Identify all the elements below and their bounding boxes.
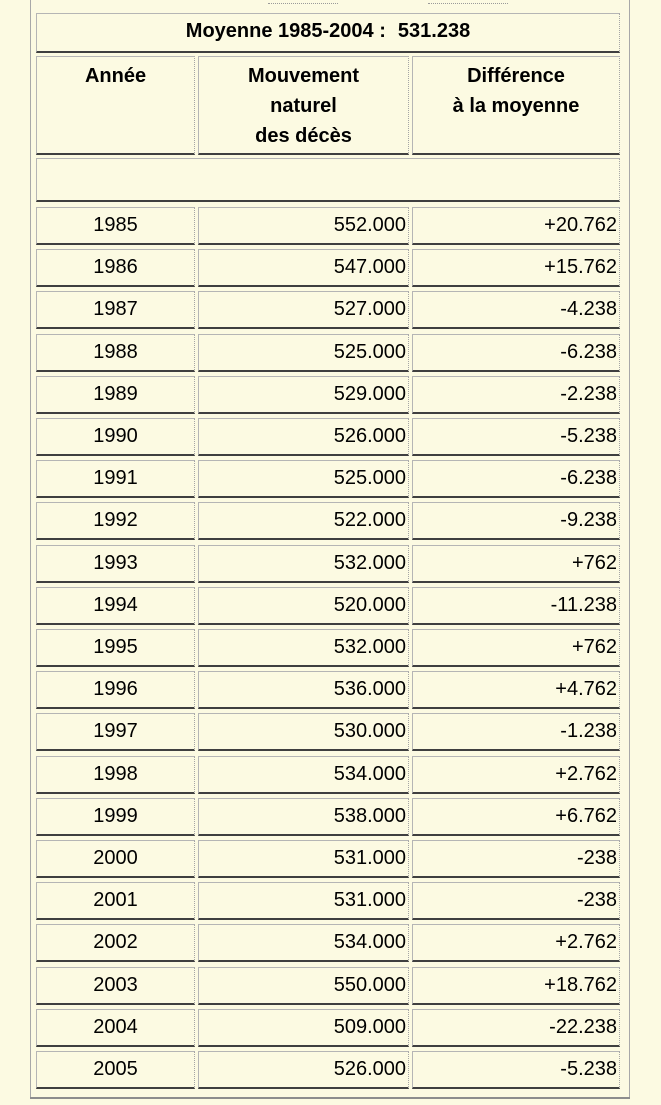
difference-cell[interactable]: -5.238 <box>412 418 620 456</box>
difference-cell[interactable]: -9.238 <box>412 502 620 540</box>
year-cell[interactable]: 1994 <box>36 587 195 625</box>
deaths-cell[interactable]: 534.000 <box>198 924 409 962</box>
deaths-cell[interactable]: 525.000 <box>198 460 409 498</box>
year-cell[interactable]: 1985 <box>36 207 195 245</box>
year-cell[interactable]: 1998 <box>36 756 195 794</box>
deaths-cell[interactable]: 536.000 <box>198 671 409 709</box>
year-cell[interactable]: 1991 <box>36 460 195 498</box>
year-cell[interactable]: 2000 <box>36 840 195 878</box>
difference-cell[interactable]: +762 <box>412 545 620 583</box>
header-year-label: Année <box>84 65 147 87</box>
sheet-bottom-edge <box>30 1097 630 1099</box>
year-cell[interactable]: 2004 <box>36 1009 195 1047</box>
deaths-cell[interactable]: 534.000 <box>198 756 409 794</box>
year-cell[interactable]: 1990 <box>36 418 195 456</box>
year-cell[interactable]: 2001 <box>36 882 195 920</box>
deaths-cell[interactable]: 509.000 <box>198 1009 409 1047</box>
difference-cell[interactable]: +15.762 <box>412 249 620 287</box>
deaths-cell[interactable]: 522.000 <box>198 502 409 540</box>
deaths-cell[interactable]: 526.000 <box>198 418 409 456</box>
header-deaths-line3: des décès <box>255 125 352 147</box>
header-diff-line1: Différence <box>467 65 565 87</box>
deaths-cell[interactable]: 520.000 <box>198 587 409 625</box>
deaths-cell[interactable]: 526.000 <box>198 1051 409 1089</box>
deaths-cell[interactable]: 527.000 <box>198 291 409 329</box>
difference-cell[interactable]: -238 <box>412 840 620 878</box>
header-year[interactable] <box>36 56 195 155</box>
difference-cell[interactable]: +4.762 <box>412 671 620 709</box>
deaths-cell[interactable]: 547.000 <box>198 249 409 287</box>
year-cell[interactable]: 1989 <box>36 376 195 414</box>
header-deaths-line1: Mouvement <box>247 65 360 87</box>
deaths-cell[interactable]: 531.000 <box>198 840 409 878</box>
selection-marker-dots <box>268 3 338 4</box>
average-value: 531.238 <box>397 20 471 42</box>
deaths-cell[interactable]: 531.000 <box>198 882 409 920</box>
year-cell[interactable]: 1986 <box>36 249 195 287</box>
difference-cell[interactable]: +762 <box>412 629 620 667</box>
average-label: Moyenne 1985-2004 : <box>185 20 386 42</box>
year-cell[interactable]: 1997 <box>36 713 195 751</box>
difference-cell[interactable]: -1.238 <box>412 713 620 751</box>
header-deaths[interactable] <box>198 56 409 155</box>
difference-cell[interactable]: -22.238 <box>412 1009 620 1047</box>
year-cell[interactable]: 1999 <box>36 798 195 836</box>
deaths-cell[interactable]: 530.000 <box>198 713 409 751</box>
difference-cell[interactable]: -6.238 <box>412 334 620 372</box>
difference-cell[interactable]: -2.238 <box>412 376 620 414</box>
deaths-cell[interactable]: 532.000 <box>198 545 409 583</box>
difference-cell[interactable]: -238 <box>412 882 620 920</box>
year-cell[interactable]: 1987 <box>36 291 195 329</box>
header-diff-line2: à la moyenne <box>452 95 580 117</box>
difference-cell[interactable]: +2.762 <box>412 924 620 962</box>
selection-marker-dots <box>428 3 508 4</box>
difference-cell[interactable]: +18.762 <box>412 967 620 1005</box>
blank-row-cell[interactable] <box>36 158 620 202</box>
header-difference[interactable] <box>412 56 620 155</box>
deaths-cell[interactable]: 538.000 <box>198 798 409 836</box>
difference-cell[interactable]: +6.762 <box>412 798 620 836</box>
deaths-cell[interactable]: 552.000 <box>198 207 409 245</box>
year-cell[interactable]: 1995 <box>36 629 195 667</box>
header-deaths-line2: naturel <box>270 95 337 117</box>
difference-cell[interactable]: -6.238 <box>412 460 620 498</box>
year-cell[interactable]: 2003 <box>36 967 195 1005</box>
deaths-cell[interactable]: 550.000 <box>198 967 409 1005</box>
difference-cell[interactable]: +20.762 <box>412 207 620 245</box>
difference-cell[interactable]: -4.238 <box>412 291 620 329</box>
year-cell[interactable]: 2005 <box>36 1051 195 1089</box>
deaths-cell[interactable]: 529.000 <box>198 376 409 414</box>
year-cell[interactable]: 1993 <box>36 545 195 583</box>
year-cell[interactable]: 2002 <box>36 924 195 962</box>
year-cell[interactable]: 1992 <box>36 502 195 540</box>
year-cell[interactable]: 1988 <box>36 334 195 372</box>
deaths-cell[interactable]: 525.000 <box>198 334 409 372</box>
deaths-cell[interactable]: 532.000 <box>198 629 409 667</box>
year-cell[interactable]: 1996 <box>36 671 195 709</box>
difference-cell[interactable]: -5.238 <box>412 1051 620 1089</box>
difference-cell[interactable]: +2.762 <box>412 756 620 794</box>
difference-cell[interactable]: -11.238 <box>412 587 620 625</box>
average-cell[interactable] <box>36 13 620 53</box>
